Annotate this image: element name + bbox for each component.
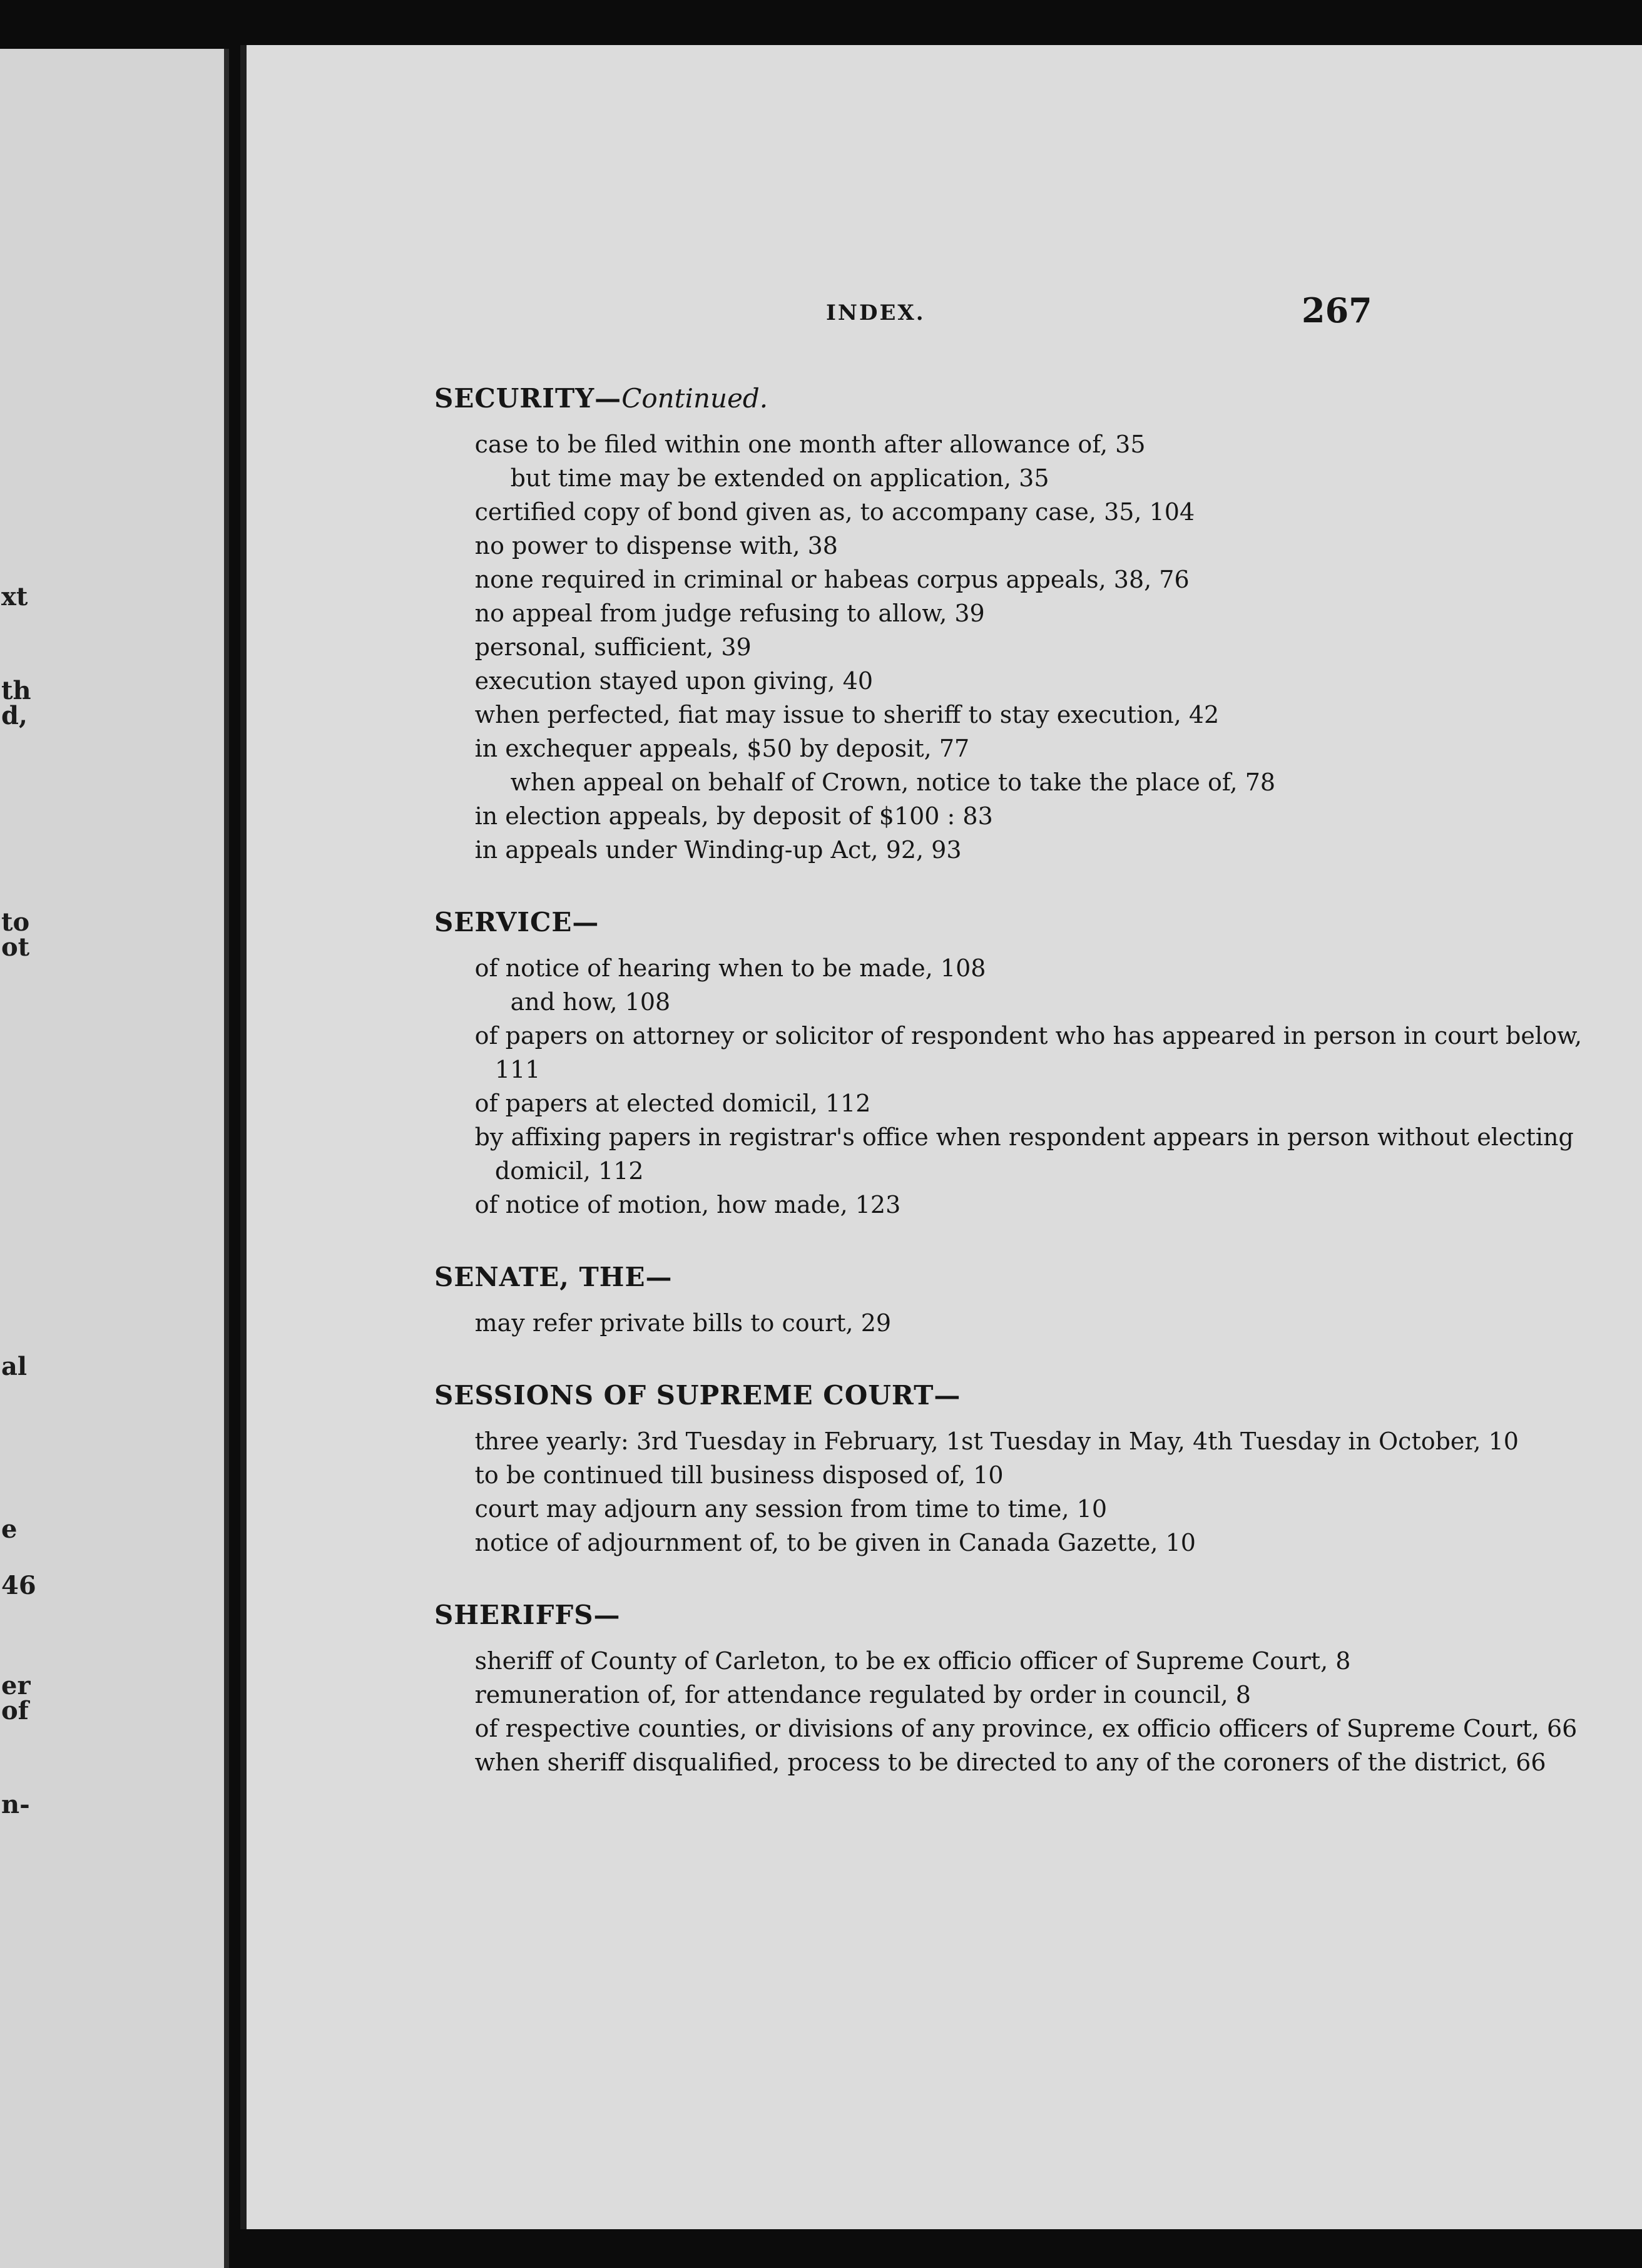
section-heading [434,383,1611,414]
index-entry: remuneration of, for attendance regulated by order in council, 8 [474,1681,1251,1709]
index-entry: case to be filed within one month after allowance of, 35 [474,431,1146,458]
index-entry: may refer private bills to court, 29 [474,1309,892,1337]
section-heading [434,1600,1611,1630]
section-heading [434,907,1611,937]
section-heading [434,1380,1611,1411]
section-heading-text: SHERIFFS— [434,1600,621,1630]
index-entry: in election appeals, by deposit of $100 : 83 [474,802,993,830]
section-heading-text: SECURITY— [434,383,622,414]
facing-page-fragment: 46 [1,1571,36,1600]
index-entry: three yearly: 3rd Tuesday in February, 1st Tuesday in May, 4th Tuesday in October, 10 [474,1428,1519,1455]
index-entry: in appeals under Winding-up Act, 92, 93 [474,836,962,864]
index-page [240,45,1642,2229]
running-head: INDEX. [826,300,926,325]
index-entry: of notice of motion, how made, 123 [474,1191,901,1218]
facing-page-fragment: th [1,676,31,705]
index-entry: of papers on attorney or solicitor of respondent who has appeared in person in court below, 111 [474,1022,1583,1083]
index-entry: personal, sufficient, 39 [474,633,752,661]
index-entry: court may adjourn any session from time to time, 10 [474,1495,1107,1523]
index-entry: no power to dispense with, 38 [474,532,838,559]
page-header [247,290,1642,340]
facing-page-edge [0,49,229,2268]
index-section [434,1380,1611,1560]
section-heading-text: SESSIONS OF SUPREME COURT— [434,1380,961,1411]
index-entry: certified copy of bond given as, to accompany case, 35, 104 [474,498,1195,526]
facing-page-fragment: to [1,907,30,937]
index-subentry: when appeal on behalf of Crown, notice to take the place of, 78 [510,769,1276,796]
index-entry: of papers at elected domicil, 112 [474,1090,871,1117]
facing-page-fragment: e [1,1515,18,1544]
index-entry: when perfected, fiat may issue to sheriff to stay execution, 42 [474,701,1220,728]
section-heading [434,1262,1611,1292]
facing-page-fragment: ot [1,932,30,962]
facing-page-fragment: al [1,1352,28,1381]
index-entry: of notice of hearing when to be made, 108 [474,954,986,982]
section-heading-text: SENATE, THE— [434,1262,673,1292]
index-entry: none required in criminal or habeas corpus appeals, 38, 76 [474,566,1190,593]
index-subentry: and how, 108 [510,988,671,1016]
section-heading-text: SERVICE— [434,907,599,937]
index-section [434,1262,1611,1340]
index-subentry: but time may be extended on application, 35 [510,464,1049,492]
index-entry: execution stayed upon giving, 40 [474,667,874,695]
section-heading-continued: Continued. [621,383,768,414]
index-entry: sheriff of County of Carleton, to be ex officio officer of Supreme Court, 8 [474,1647,1351,1675]
index-entry: no appeal from judge refusing to allow, 39 [474,600,985,627]
index-section [434,907,1611,1222]
facing-page-fragment: of [1,1696,29,1725]
index-entry: in exchequer appeals, $50 by deposit, 77 [474,735,970,762]
index-section [434,1600,1611,1779]
facing-page-fragment: er [1,1671,31,1700]
index-body [434,383,1611,1819]
facing-page-fragment: n- [1,1790,30,1819]
facing-page-fragment: d, [1,701,28,730]
index-section [434,383,1611,867]
index-entry: notice of adjournment of, to be given in Canada Gazette, 10 [474,1529,1196,1556]
page-number: 267 [1302,290,1372,330]
index-entry: to be continued till business disposed of, 10 [474,1461,1004,1489]
index-entry: of respective counties, or divisions of any province, ex officio officers of Supreme Court, 66 [474,1715,1578,1742]
facing-page-fragment: xt [1,582,28,611]
index-entry: when sheriff disqualified, process to be directed to any of the coroners of the district, 66 [474,1749,1546,1776]
index-entry: by affixing papers in registrar's office when respondent appears in person without electing domicil, 112 [474,1123,1574,1185]
